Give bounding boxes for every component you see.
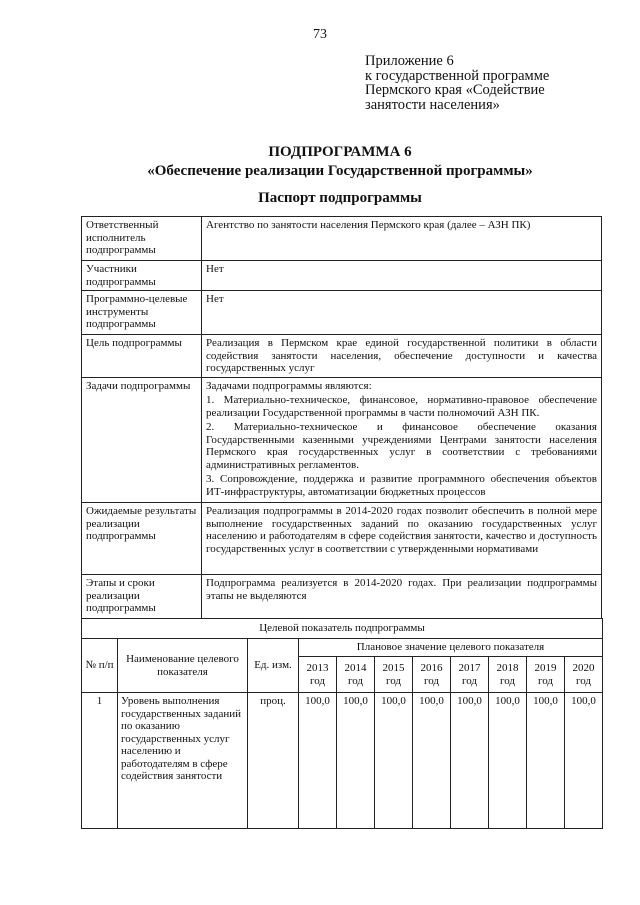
row-label: Цель подпрограммы [82,335,202,378]
row-label: Задачи подпрограммы [82,377,202,503]
indicator-value: 100,0 [527,693,565,829]
col-num-header: № п/п [82,639,118,693]
indicator-value: 100,0 [299,693,337,829]
subprogram-title: ПОДПРОГРАММА 6 [268,144,412,160]
indicator-name: Уровень выполнения государственных заданий по оказанию государственных услуг населению и работодателям в сфере содействия занятости [118,693,248,829]
subprogram-name: «Обеспечение реализации Государственной программы» [147,163,533,179]
row-label: Ответственный исполнитель подпрограммы [82,217,202,261]
table-row [82,639,603,657]
year-header: 2015 год [375,657,413,693]
row-value: Реализация в Пермском крае единой государственной политики в области содействия занятости населения, обеспечение доступности и качества государственных услуг [202,335,602,378]
row-value: Нет [202,291,602,335]
row-value: Подпрограмма реализуется в 2014-2020 годах. При реализации подпрограммы этапы не выделяются [202,575,602,619]
appendix-line: Пермского края «Содействие [365,82,545,98]
indicator-unit: проц. [248,693,299,829]
indicator-value: 100,0 [565,693,603,829]
row-label: Этапы и сроки реализации подпрограммы [82,575,202,619]
task-item: 1. Материально-техническое, финансовое, нормативно-правовое обеспечение реализации Государственной программы в части полномочий АЗН ПК. [206,394,597,419]
year-header: 2016 год [413,657,451,693]
year-header: 2020 год [565,657,603,693]
table-row [82,291,602,335]
appendix-line: занятости населения» [365,96,500,113]
table-row [82,575,602,619]
appendix-block [365,54,625,112]
table-row [82,503,602,575]
passport-table [81,216,602,619]
row-value: Агентство по занятости населения Пермского края (далее – АЗН ПК) [202,217,602,261]
task-item: 2. Материально-техническое и финансовое обеспечение оказания Государственными казенными учреждениями Центрами занятости населения Пермского края государственных услуг в соответствии с требованиями административных регламентов. [206,421,597,471]
table-row [82,619,603,639]
planned-header: Плановое значение целевого показателя [299,639,603,657]
row-label: Ожидаемые результаты реализации подпрограммы [82,503,202,575]
page-number: 73 [313,27,327,42]
col-unit-header: Ед. изм. [248,639,299,693]
row-label: Программно-целевые инструменты подпрограммы [82,291,202,335]
row-label: Участники подпрограммы [82,261,202,291]
indicator-value: 100,0 [413,693,451,829]
year-header: 2019 год [527,657,565,693]
indicator-value: 100,0 [375,693,413,829]
year-header: 2018 год [489,657,527,693]
tasks-intro: Задачами подпрограммы являются: [206,379,372,392]
table-row [82,335,602,378]
row-value: Нет [202,261,602,291]
task-item: 3. Сопровождение, поддержка и развитие программного обеспечения объектов ИТ-инфраструктуры, автоматизации бюджетных процессов [206,473,597,498]
indicator-value: 100,0 [337,693,375,829]
row-value [202,377,602,503]
indicator-caption: Целевой показатель подпрограммы [82,619,603,639]
indicator-table [81,618,603,829]
appendix-line: к государственной программе [365,67,550,84]
table-row [82,217,602,261]
year-header: 2013 год [299,657,337,693]
appendix-line: Приложение 6 [365,53,454,69]
row-num: 1 [82,693,118,829]
table-row [82,377,602,503]
indicator-value: 100,0 [489,693,527,829]
year-header: 2017 год [451,657,489,693]
indicator-value: 100,0 [451,693,489,829]
col-name-header: Наименование целевого показателя [118,639,248,693]
table-row [82,261,602,291]
year-header: 2014 год [337,657,375,693]
table-row [82,693,603,829]
row-value: Реализация подпрограммы в 2014-2020 годах позволит обеспечить в полной мере выполнение государственных заданий по оказанию государственных услуг населению и работодателям в сфере содействия занятости, качество и доступность государственных услуг в соответствии с утвержденными нормативами [202,503,602,575]
passport-heading: Паспорт подпрограммы [258,190,422,206]
